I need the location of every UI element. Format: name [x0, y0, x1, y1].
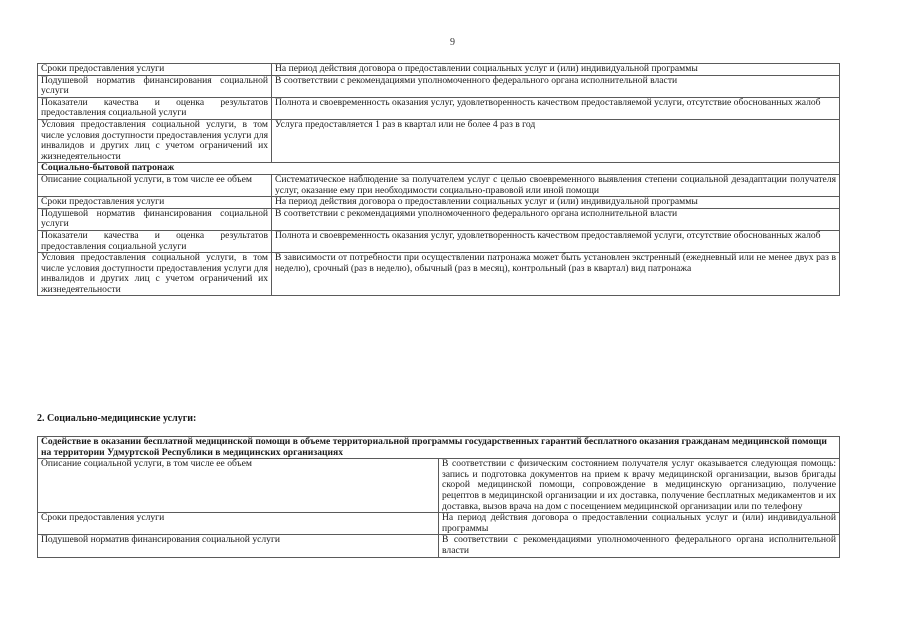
table-row [38, 535, 840, 557]
row-value: Систематическое наблюдение за получателем услуг с целью своевременного выявления степени социальной дезадаптации получателя услуг, оказание ему при необходимости социально-правовой или иной помощи [272, 174, 840, 196]
row-value: В зависимости от потребности при осуществлении патронажа может быть установлен экстренный (ежедневный или не менее двух раз в неделю), срочный (раз в неделю), обычный (раз в месяц), контрольный (раз в квартал) вид патронажа [272, 253, 840, 296]
row-label: Сроки предоставления услуги [38, 64, 272, 76]
row-label: Сроки предоставления услуги [38, 197, 272, 209]
table-row [38, 174, 840, 196]
service-heading: Социально-бытовой патронаж [38, 163, 840, 175]
table-row [38, 208, 840, 230]
row-label: Подушевой норматив финансирования социальной услуги [38, 535, 439, 557]
row-value: На период действия договора о предоставлении социальных услуг и (или) индивидуальной программы [272, 197, 840, 209]
row-value: На период действия договора о предоставлении социальных услуг и (или) индивидуальной программы [439, 513, 840, 535]
row-label: Условия предоставления социальной услуги, в том числе условия доступности предоставления услуги для инвалидов и других лиц с учетом ограничений их жизнедеятельности [38, 119, 272, 162]
row-label: Подушевой норматив финансирования социальной услуги [38, 75, 272, 97]
row-value: В соответствии с рекомендациями уполномоченного федерального органа исполнительной власти [272, 75, 840, 97]
row-label: Подушевой норматив финансирования социальной услуги [38, 208, 272, 230]
row-value: На период действия договора о предоставлении социальных услуг и (или) индивидуальной программы [272, 64, 840, 76]
row-value: Услуга предоставляется 1 раз в квартал или не более 4 раз в год [272, 119, 840, 162]
row-label: Описание социальной услуги, в том числе ее объем [38, 459, 439, 513]
row-value: В соответствии с физическим состоянием получателя услуг оказывается следующая помощь: запись и подготовка документов на прием к врачу медицинской организации, вызов бригады скорой медицинской помощи, сопровождение в медицинскую организацию, получение рецептов в медицинской организации и их доставка, получение бесплатных медикаментов и их доставка, вызов врача на дом с посещением медицинской организации или по телефону [439, 459, 840, 513]
row-label: Показатели качества и оценка результатов предоставления социальной услуги [38, 230, 272, 252]
row-value: В соответствии с рекомендациями уполномоченного федерального органа исполнительной власти [272, 208, 840, 230]
row-label: Сроки предоставления услуги [38, 513, 439, 535]
table-row [38, 513, 840, 535]
page-number: 9 [450, 37, 455, 48]
service-heading-row [38, 163, 840, 175]
table-row [38, 119, 840, 162]
row-value: В соответствии с рекомендациями уполномоченного федерального органа исполнительной власти [439, 535, 840, 557]
row-label: Показатели качества и оценка результатов предоставления социальной услуги [38, 97, 272, 119]
table-row [38, 97, 840, 119]
services-table-2 [37, 436, 840, 558]
table-row [38, 459, 840, 513]
row-value: Полнота и своевременность оказания услуг, удовлетворенность качеством предоставляемой услуги, отсутствие обоснованных жалоб [272, 97, 840, 119]
row-label: Условия предоставления социальной услуги, в том числе условия доступности предоставления услуги для инвалидов и других лиц с учетом ограничений их жизнедеятельности [38, 253, 272, 296]
table-row [38, 75, 840, 97]
service-heading-row [38, 437, 840, 459]
table-row [38, 230, 840, 252]
table-row [38, 64, 840, 76]
table-row [38, 197, 840, 209]
services-table-1 [37, 63, 840, 296]
service-heading: Содействие в оказании бесплатной медицинской помощи в объеме территориальной программы государственных гарантий бесплатного оказания гражданам медицинской помощи на территории Удмуртской Республики в медицинских организациях [38, 437, 840, 459]
section-title: 2. Социально-медицинские услуги: [37, 413, 197, 424]
table-row [38, 253, 840, 296]
row-value: Полнота и своевременность оказания услуг, удовлетворенность качеством предоставляемой услуги, отсутствие обоснованных жалоб [272, 230, 840, 252]
row-label: Описание социальной услуги, в том числе ее объем [38, 174, 272, 196]
